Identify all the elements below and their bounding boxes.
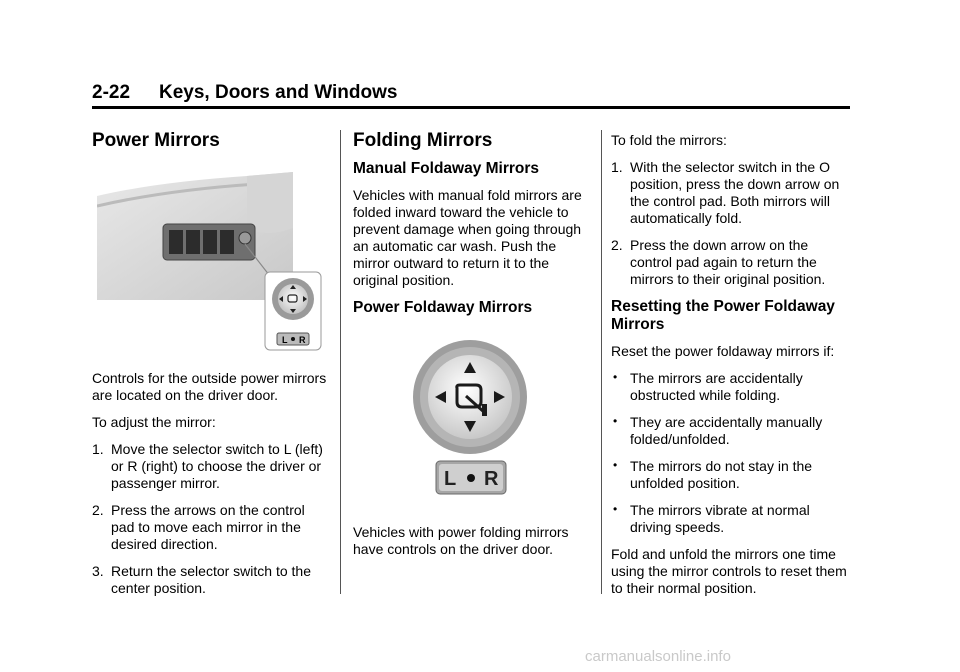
subheading-manual-foldaway: Manual Foldaway Mirrors xyxy=(353,160,540,177)
list-item: • The mirrors do not stay in the unfolded position. xyxy=(613,458,813,491)
list-item: 1. Move the selector switch to L (left) or R (right) to choose the driver or passenger mirror. xyxy=(92,441,323,491)
section-title: Keys, Doors and Windows xyxy=(159,82,398,103)
heading-power-mirrors: Power Mirrors xyxy=(92,130,220,151)
list-item: • They are accidentally manually folded/unfolded. xyxy=(613,414,823,447)
list-item: 1. With the selector switch in the O position, press the down arrow on the control pad. Both mirrors will automatically fold. xyxy=(611,159,840,226)
col2-para2: Vehicles with power folding mirrors have controls on the driver door. xyxy=(353,524,569,557)
col2-para1: Vehicles with manual fold mirrors are folded inward toward the vehicle to prevent damage when going through an automatic car wash. Push the mirror outward to return it to the original position. xyxy=(353,187,582,288)
column-divider xyxy=(340,130,341,594)
list-item: • The mirrors vibrate at normal driving speeds. xyxy=(613,502,810,535)
column-3 xyxy=(611,132,851,607)
selector-left-label: L xyxy=(282,335,288,345)
subheading-resetting: Resetting the Power Foldaway Mirrors xyxy=(611,298,835,333)
col3-para1: To fold the mirrors: xyxy=(611,132,727,148)
col3-para2: Reset the power foldaway mirrors if: xyxy=(611,343,835,359)
selector-right-label: R xyxy=(299,335,306,345)
column-1 xyxy=(92,370,328,607)
col1-para1: Controls for the outside power mirrors are located on the driver door. xyxy=(92,370,327,403)
door-controls-illustration xyxy=(97,168,325,354)
heading-folding-mirrors: Folding Mirrors xyxy=(353,130,493,151)
list-item: 2. Press the arrows on the control pad to move each mirror in the desired direction. xyxy=(92,502,305,552)
col3-para3: Fold and unfold the mirrors one time using the mirror controls to reset them to their normal position. xyxy=(611,546,847,596)
selector-right-label: R xyxy=(484,468,499,490)
page-header xyxy=(92,80,850,109)
mirror-control-pad-illustration xyxy=(412,336,528,498)
col1-para2: To adjust the mirror: xyxy=(92,414,216,430)
selector-left-label: L xyxy=(444,468,457,490)
list-item: 3. Return the selector switch to the center position. xyxy=(92,563,311,596)
column-2 xyxy=(353,160,589,317)
list-item: • The mirrors are accidentally obstructed while folding. xyxy=(613,370,803,403)
list-item: 2. Press the down arrow on the control pad again to return the mirrors to their original position. xyxy=(611,237,826,287)
column-divider xyxy=(601,130,602,594)
watermark: carmanualsonline.info xyxy=(585,648,731,665)
page-number: 2-22 xyxy=(92,82,131,103)
subheading-power-foldaway: Power Foldaway Mirrors xyxy=(353,299,533,316)
